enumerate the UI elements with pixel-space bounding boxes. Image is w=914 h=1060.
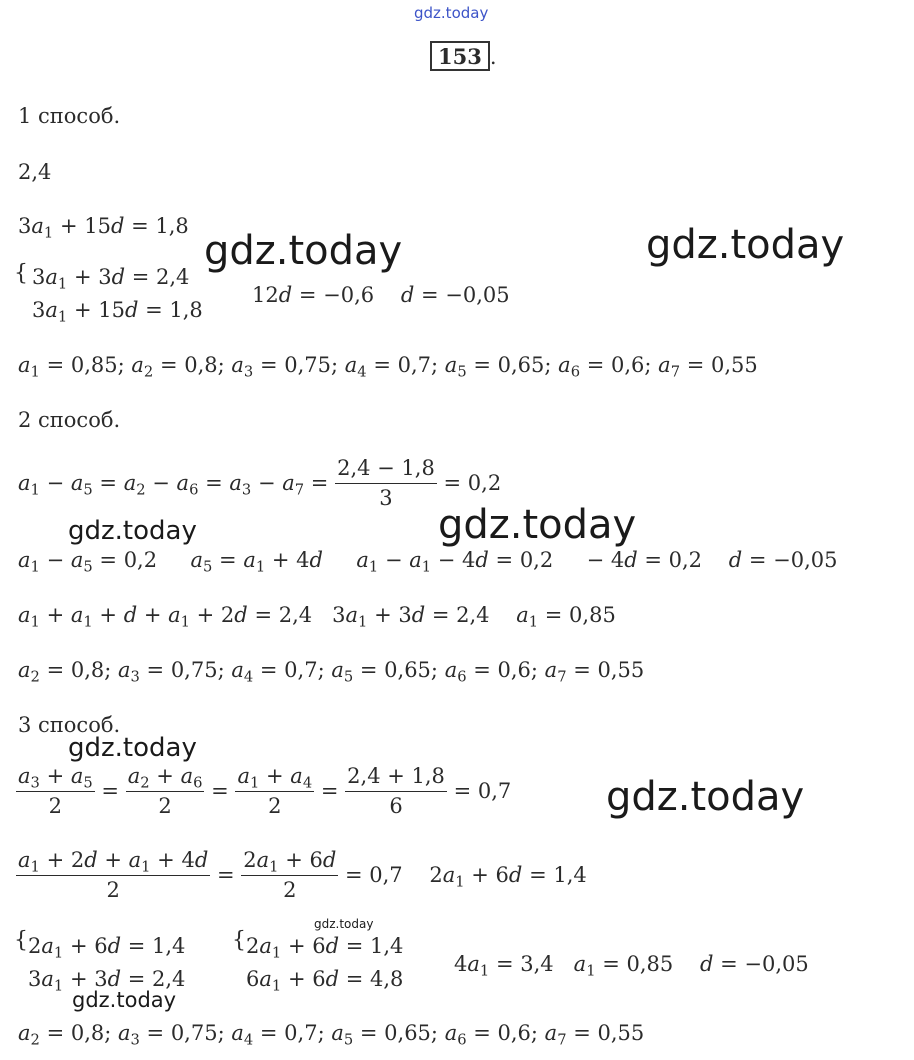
method-2-line-2: $a_1 - a_5 = 0,2$ $a_5 = a_1 + 4d$ $a_1 - a_1 - 4d = 0,2$ − 4d = 0,2 d = −0,05 xyxy=(18,548,838,576)
method-2-a1-value: = 0,85 xyxy=(544,603,616,627)
fraction-3-den: 6 xyxy=(389,794,403,818)
den-2: 2 xyxy=(283,878,297,902)
watermark: gdz.today xyxy=(68,733,197,763)
system-1-eq-a-value: = 2,4 xyxy=(131,265,190,289)
method-3-heading: 3 способ. xyxy=(18,713,121,737)
watermark: gdz.today xyxy=(204,228,403,274)
result-a2: = 0,8; xyxy=(159,353,225,377)
watermark: gdz.today xyxy=(438,502,637,548)
watermark: gdz.today xyxy=(646,222,845,268)
system-3-result: $4a_1 = 3,4$ $a_1 = 0,85$ d = −0,05 xyxy=(454,952,809,980)
system-4-eq-a-value: = 1,4 xyxy=(345,934,404,958)
fraction-3-num: 2,4 + 1,8 xyxy=(345,766,447,792)
method-1-line-2: $3a_1 + 15d = 1,8$ xyxy=(18,214,189,242)
method-1-results: $a_1 = 0,85$; $a_2 = 0,8$; $a_3 = 0,75$; $a_4 = 0,7$; $a_5 = 0,65$; $a_6 = 0,6$; $a_7 = 0,55$ xyxy=(18,353,758,381)
system-3-eq-a: $2a_1 + 6d = 1,4$ xyxy=(28,934,186,962)
watermark-top: gdz.today xyxy=(414,4,489,22)
fraction-1-result: = 0,2 xyxy=(443,471,502,495)
den-2: 2 xyxy=(106,878,120,902)
system-4-eq-b-value: = 4,8 xyxy=(345,967,404,991)
system-3-eq-b: $3a_1 + 3d = 2,4$ xyxy=(28,967,186,995)
method-2-results: $a_2 = 0,8$; $a_3 = 0,75$; $a_4 = 0,7$; $a_5 = 0,65$; $a_6 = 0,6$; $a_7 = 0,55$ xyxy=(18,658,645,686)
system-1-eq-b-value: = 1,8 xyxy=(145,298,203,322)
method-3-results: $a_2 = 0,8$; $a_3 = 0,75$; $a_4 = 0,7$; $a_5 = 0,65$; $a_6 = 0,6$; $a_7 = 0,55$ xyxy=(18,1021,645,1049)
system-3-result-a1: = 0,85 xyxy=(602,952,674,976)
watermark: gdz.today xyxy=(68,516,197,546)
system-1-eq-a: $3a_1 + 3d = 2,4$ xyxy=(32,265,190,293)
system-4-brace: { xyxy=(232,928,246,953)
method-1-heading: 1 способ. xyxy=(18,104,121,128)
method-3-line-2-eq: = 1,4 xyxy=(529,863,587,887)
den-2: 2 xyxy=(48,794,63,818)
result-a7: = 0,55 xyxy=(686,353,758,377)
problem-number-box: 153 xyxy=(430,41,490,71)
result-a5: = 0,65; xyxy=(473,353,552,377)
system-3-result-4a1: = 3,4 xyxy=(495,952,554,976)
fraction-1-num: 2,4 − 1,8 xyxy=(335,458,437,484)
watermark: gdz.today xyxy=(606,774,805,820)
result-a4: = 0,7; xyxy=(373,353,439,377)
system-4-eq-b: $6a_1 + 6d = 4,8$ xyxy=(246,967,404,995)
system-1-result: 12d = −0,6 d = −0,05 xyxy=(252,283,510,307)
method-2-line-3-value: = 2,4 xyxy=(254,603,313,627)
system-3-result-d: = −0,05 xyxy=(720,952,809,976)
method-1-line-2-value: = 1,8 xyxy=(131,214,189,238)
method-2-line-3: $a_1 + a_1 + d + a_1 + 2d = 2,4$ $3a_1 + 3d = 2,4$ $a_1 = 0,85$ xyxy=(18,603,616,631)
method-2-line-1: $a_1 - a_5 = a_2 - a_6 = a_3 - a_7$ = $\frac{2,4 - 1,8}{3}$ = 0,2 xyxy=(18,456,502,510)
result-a3: = 0,75; xyxy=(259,353,339,377)
problem-number xyxy=(430,44,497,69)
fraction-4-result: = 0,7 xyxy=(344,863,403,887)
system-1-d-value: = −0,05 xyxy=(420,283,510,307)
result-a1: = 0,85; xyxy=(46,353,125,377)
method-2-line-2-value: = 0,2 xyxy=(99,548,158,572)
problem-number-dot: . xyxy=(489,45,497,69)
watermark: gdz.today xyxy=(72,988,177,1012)
method-2-heading: 2 способ. xyxy=(18,408,121,432)
method-1-line-1: 2,4 xyxy=(18,160,52,184)
fraction-1 xyxy=(335,458,437,509)
den-2: 2 xyxy=(158,794,172,818)
fraction-3 xyxy=(345,766,447,817)
system-4-eq-a: $2a_1 + 6d = 1,4$ xyxy=(246,934,404,962)
watermark: gdz.today xyxy=(314,917,374,931)
system-1-brace: { xyxy=(14,261,28,286)
system-1-eq-b: $3a_1 + 15d = 1,8$ xyxy=(32,298,203,326)
result-a6: = 0,6; xyxy=(586,353,652,377)
method-3-line-1: $\frac{a_3 + a_5}{2}$ = $\frac{a_2 + a_6}{2}$ = $\frac{a_1 + a_4}{2}$ = $\frac{2,4 + 1,8}{6}$ = 0,7 xyxy=(18,764,512,818)
den-2: 2 xyxy=(268,794,282,818)
system-3-brace: { xyxy=(14,928,28,953)
system-1-result-value: = −0,6 xyxy=(298,283,375,307)
system-3-eq-b-value: = 2,4 xyxy=(127,967,186,991)
method-3-line-2: $\frac{a_1 + 2d + a_1 + 4d}{2}$ = $\frac{2a_1 + 6d}{2}$ = 0,7 $2a_1 + 6d = 1,4$ xyxy=(18,848,587,902)
system-3-eq-a-value: = 1,4 xyxy=(127,934,186,958)
fraction-1-den: 3 xyxy=(379,486,393,510)
fraction-3-result: = 0,7 xyxy=(453,779,512,803)
